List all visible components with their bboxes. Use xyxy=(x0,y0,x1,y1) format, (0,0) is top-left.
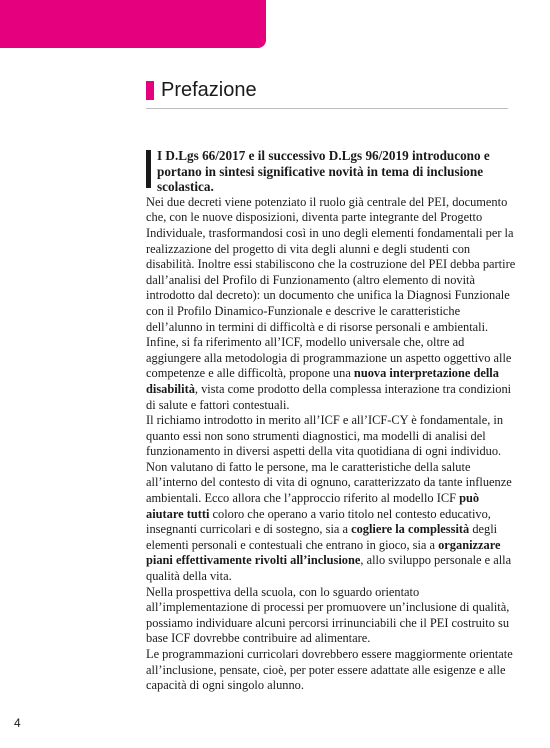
paragraph xyxy=(146,413,516,585)
paragraph: Le programmazioni curricolari dovrebbero essere maggiormente orientate all’inclusione, pensate, cioè, per poter essere adattate alle esigenze e alle capacità di ogni singolo alunno. xyxy=(146,647,513,693)
page-title: Prefazione xyxy=(161,79,257,101)
emphasis: nuova interpretazione della disabilità xyxy=(146,366,499,396)
section-header xyxy=(146,78,508,109)
emphasis: organizzare piani effettivamente rivolti all’inclusione xyxy=(146,537,501,568)
text-span: , allo sviluppo personale e alla qualità della vita. xyxy=(146,553,512,584)
emphasis: può aiutare tutti xyxy=(146,491,480,521)
text-span: Infine, si fa riferimento all’ICF, modello universale che, oltre ad aggiungere alla metodologia di programmazione un aspetto oggettivo alle competenze e alle difficoltà, propone una xyxy=(146,335,512,381)
paragraph xyxy=(146,335,516,413)
paragraphs xyxy=(146,195,516,694)
title-marker xyxy=(146,81,154,100)
paragraph: Nei due decreti viene potenziato il ruolo già centrale del PEI, documento che, con le nuove disposizioni, diventa parte integrante del Progetto Individuale, trasformandosi così in uno degli elementi fondamentali per la realizzazione del progetto di vita degli alunni e degli studenti con disabilità. Inoltre essi stabiliscono che la costruzione del PEI debba partire dall’analisi del Profilo di Funzionamento (altro elemento di novità introdotto dal decreto): un documento che unifica la Diagnosi Funzionale con il Profilo Dinamico-Funzionale e descrive le caratteristiche dell’alunno in termini di difficoltà e di risorse personali e ambientali. xyxy=(146,194,516,334)
header-divider xyxy=(146,108,508,109)
text-span: , vista come prodotto della complessa interazione tra condizioni di salute e fattori contestuali. xyxy=(146,381,512,412)
header-tab xyxy=(0,0,266,48)
header-row xyxy=(146,78,508,102)
paragraph: Nella prospettiva della scuola, con lo sguardo orientato all’implementazione di processi per promuovere un’inclusione di qualità, possiamo individuare alcuni percorsi irrinunciabili che il PEI costruito su base ICF dovrebbe contribuire ad alimentare. xyxy=(146,584,510,646)
lead-paragraph: I D.Lgs 66/2017 e il successivo D.Lgs 96/2019 introducono e portano in sintesi significative novità in tema di inclusione scolastica. xyxy=(157,148,490,195)
lead-block xyxy=(146,148,516,195)
text-span: degli elementi personali e contestuali che entrano in gioco, sia a xyxy=(146,522,498,552)
text-span: Il richiamo introdotto in merito all’ICF e all’ICF-CY è fondamentale, in quanto essi non sono strumenti diagnostici, ma modelli di analisi del funzionamento in diversi aspetti della vita quotidiana di ogni individuo. Non valutano di fatto le persone, ma le caratteristiche della salute all’interno del contesto di vita di ognuno, caratterizzato da tante influenze ambientali. Ecco allora che l’approccio riferito al modello ICF xyxy=(146,413,512,506)
page-number: 4 xyxy=(14,716,21,730)
emphasis: cogliere la complessità xyxy=(351,522,470,537)
body-text xyxy=(146,148,516,694)
lead-marker xyxy=(146,150,151,188)
text-span: coloro che operano a vario titolo nel contesto educativo, insegnanti curricolari e di sostegno, sia a xyxy=(146,506,491,537)
